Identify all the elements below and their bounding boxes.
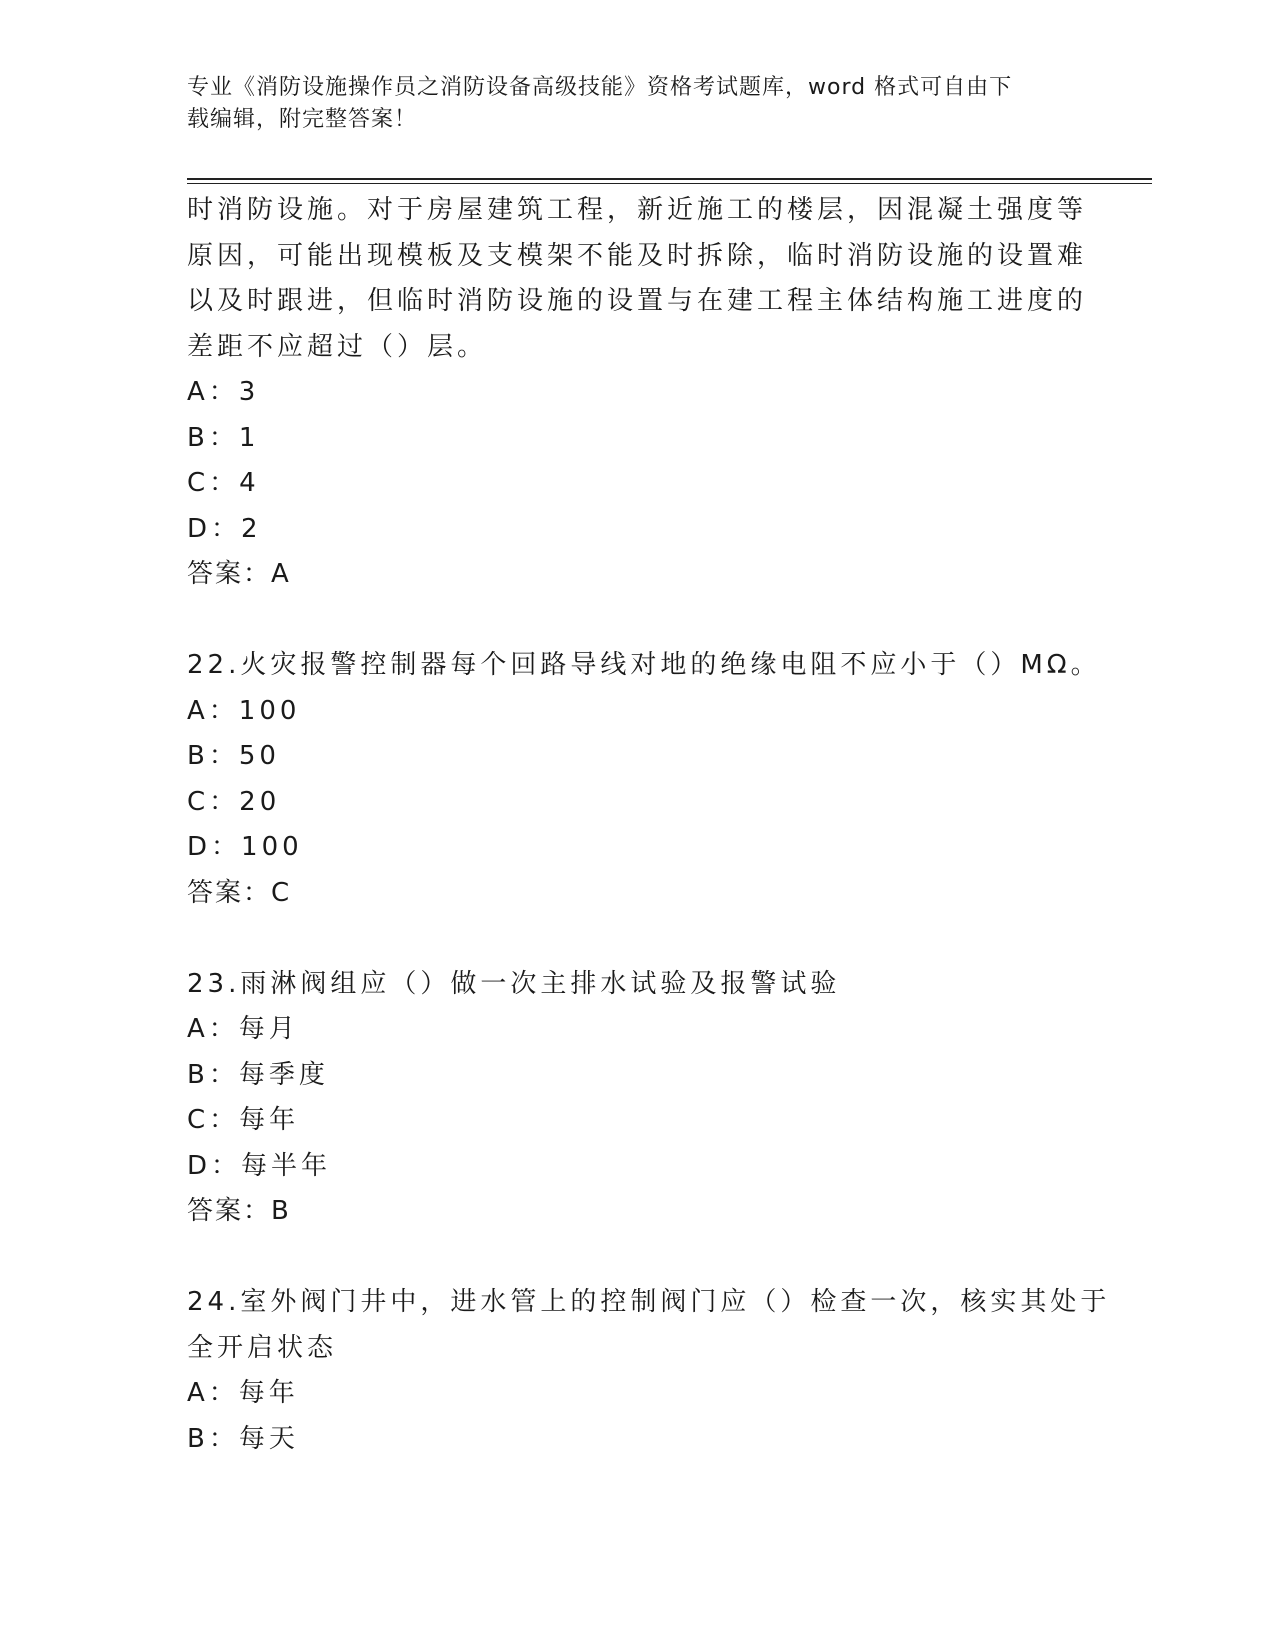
question-list — [187, 188, 1111, 1462]
question-text-line: 以及时跟进，但临时消防设施的设置与在建工程主体结构施工进度的 — [187, 286, 1088, 316]
option-d: D：100 — [187, 832, 303, 862]
answer: 答案：A — [187, 559, 291, 589]
question-24 — [187, 1280, 1111, 1462]
option-d: D：每半年 — [187, 1150, 332, 1181]
header-rule-thin — [187, 183, 1152, 184]
option-b: B：每天 — [187, 1423, 299, 1454]
spacer — [187, 598, 1067, 644]
header-rule-thick — [187, 178, 1152, 180]
spacer — [187, 1235, 1067, 1281]
option-c: C：20 — [187, 786, 281, 817]
question-text-line: 时消防设施。对于房屋建筑工程，新近施工的楼层，因混凝土强度等 — [187, 195, 1088, 225]
question-text-line: 全开启状态 — [187, 1332, 338, 1363]
answer: 答案：C — [187, 877, 292, 908]
option-b: B：1 — [187, 422, 260, 453]
question-text-line: 24.室外阀门井中，进水管上的控制阀门应（）检查一次，核实其处于 — [187, 1287, 1111, 1317]
header-line-2: 载编辑，附完整答案！ — [187, 107, 418, 132]
option-c: C：4 — [187, 468, 260, 498]
spacer — [187, 916, 1067, 962]
question-text-line: 差距不应超过（）层。 — [187, 331, 488, 362]
question-text-line: 原因，可能出现模板及支模架不能及时拆除，临时消防设施的设置难 — [187, 240, 1088, 271]
question-23 — [187, 962, 1067, 1235]
option-a: A：3 — [187, 377, 260, 407]
question-21 — [187, 188, 1088, 598]
option-a: A：每年 — [187, 1378, 299, 1408]
option-b: B：50 — [187, 741, 280, 771]
page-header — [187, 72, 1067, 136]
option-d: D：2 — [187, 513, 262, 544]
question-22 — [187, 643, 1101, 916]
question-text-line: 23.雨淋阀组应（）做一次主排水试验及报警试验 — [187, 968, 841, 999]
question-text-line: 22.火灾报警控制器每个回路导线对地的绝缘电阻不应小于（）MΩ。 — [187, 650, 1101, 680]
option-a: A：100 — [187, 695, 301, 726]
header-line-1: 专业《消防设施操作员之消防设备高级技能》资格考试题库，word 格式可自由下 — [187, 75, 1013, 100]
answer: 答案：B — [187, 1196, 291, 1226]
option-b: B：每季度 — [187, 1059, 329, 1090]
option-c: C：每年 — [187, 1105, 300, 1135]
option-a: A：每月 — [187, 1014, 299, 1044]
